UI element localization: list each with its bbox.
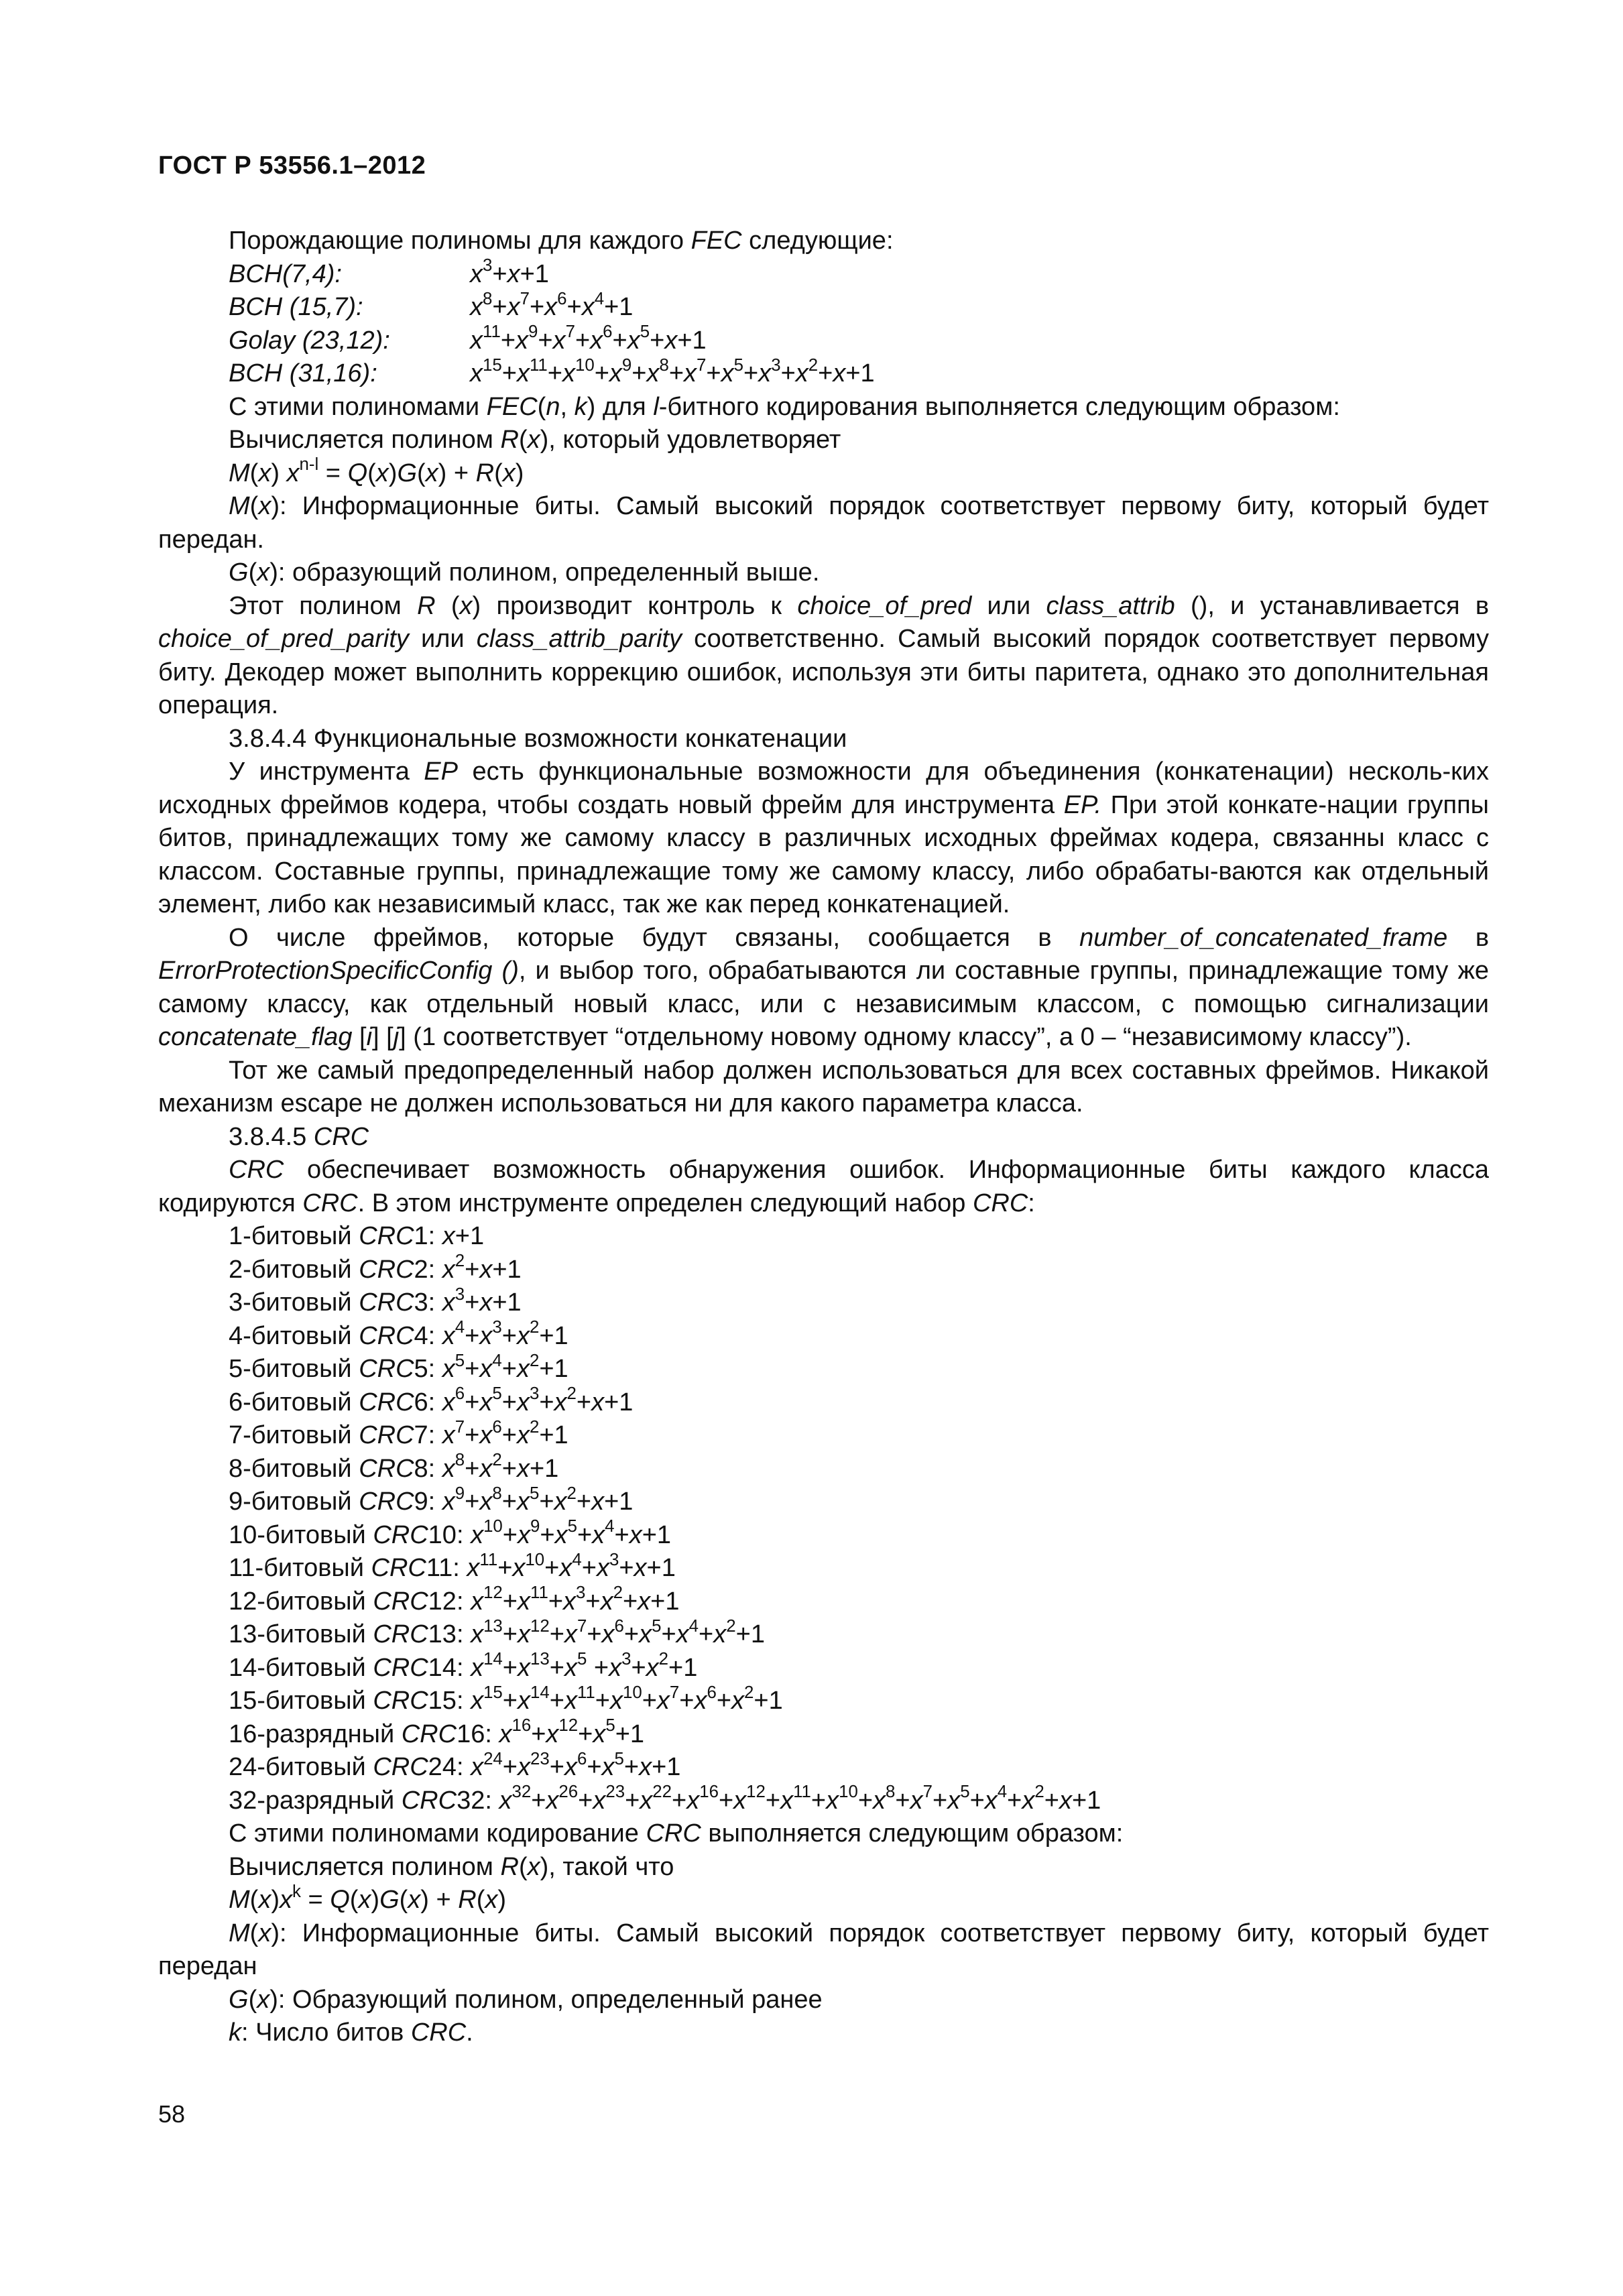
fec-code-row: Golay (23,12): $x^{11}+x^9+x^7+x^6+x^5+x+1$ [158,324,1489,358]
crc-list-item: 24-битовый CRC24: $x^{24}+x^{23}+x^6+x^5+x+1$ [229,1749,681,1781]
fec-r-paragraph: Этот полином R (x) производит контроль к choice_of_pred или class_attrib (), и устанавливается в choice_of_pred_parity или class_attrib_parity соответственно. Самый высокий порядок соответствует первому биту. Декодер может выполнить коррекцию ошибок, используя эти биты паритета, однако это дополнительная операция. [158,591,1490,719]
crc-g-description: G(x): Образующий полином, определенный ранее [229,1985,823,2014]
crc-list-item: 8-битовый CRC8: $x^8+x^2+x+1$ [229,1451,559,1483]
fec-polynomial: $x^{15}+x^{11}+x^{10}+x^9+x^8+x^7+x^5+x^3+x^2+x+1$ [470,355,875,387]
fec-g-description: G(x): образующий полином, определенный выше. [229,558,820,587]
crc-list-item: 5-битовый CRC5: $x^5+x^4+x^2+1$ [229,1351,568,1383]
document-header: ГОСТ Р 53556.1–2012 [158,152,426,180]
fec-polynomial: $x^{11}+x^9+x^7+x^6+x^5+x+1$ [470,322,707,355]
concat-paragraph-1: У инструмента EP есть функциональные возможности для объединения (конкатенации) несколь-ких исходных фреймов кодера, чтобы создать новый фрейм для инструмента EP. При этой конкате-нации группы битов, принадлежащих тому же самому классу в различных исходных фреймах кодера, связанны класс с классом. Составные группы, принадлежащие тому же самому классу, либо обрабаты-ваются как отдельный элемент, либо как независимый класс, так же как перед конкатенацией. [158,758,1490,918]
fec-with-polynomials: С этими полиномами FEC(n, k) для l-битного кодирования выполняется следующим образом: [229,392,1340,421]
fec-code-row: BCH (31,16): $x^{15}+x^{11}+x^{10}+x^9+x^8+x^7+x^5+x^3+x^2+x+1$ [158,357,1489,391]
crc-list [158,1220,1489,1817]
fec-intro: Порождающие полиномы для каждого FEC следующие: [229,227,894,255]
section-heading-crc: 3.8.4.5 CRC [229,1122,369,1151]
crc-list-item: 14-битовый CRC14: $x^{14}+x^{13}+x^5 +x^3+x^2+1$ [229,1650,698,1682]
fec-m-description: M(x): Информационные биты. Самый высокий порядок соответствует первому биту, который будет передан. [158,492,1489,554]
crc-list-item: 10-битовый CRC10: $x^{10}+x^9+x^5+x^4+x+1$ [229,1517,672,1549]
concat-paragraph-3: Тот же самый предопределенный набор должен использоваться для всех составных фреймов. Никакой механизм escape не должен использоваться ни для какого параметра класса. [158,1056,1489,1117]
fec-polynomial: $x^8+x^7+x^6+x^4+1$ [470,289,634,321]
crc-list-item: 15-битовый CRC15: $x^{15}+x^{14}+x^{11}+x^{10}+x^7+x^6+x^2+1$ [229,1683,783,1715]
crc-list-item: 1-битовый CRC1: x+1 [229,1222,485,1250]
crc-m-description: M(x): Информационные биты. Самый высокий порядок соответствует первому биту, который будет передан [158,1919,1489,1980]
crc-compute: Вычисляется полином R(x), такой что [229,1852,674,1881]
page-number: 58 [158,2100,186,2128]
crc-list-item: 16-разрядный CRC16: $x^{16}+x^{12}+x^5+1$ [229,1716,645,1748]
crc-list-item: 2-битовый CRC2: $x^2+x+1$ [229,1252,522,1284]
concat-paragraph-2: О числе фреймов, которые будут связаны, сообщается в number_of_concatenated_frame в ErrorProtectionSpecificConfig (), и выбор того, обрабатываются ли составные группы, принадлежащие тому же самому классу, как отдельный новый класс, или с независимым классом, с помощью сигнализации concatenate_flag [i] [j] (1 соответствует “отдельному новому одному классу”, а 0 – “независимому классу”). [158,923,1490,1051]
crc-list-item: 7-битовый CRC7: $x^7+x^6+x^2+1$ [229,1417,568,1449]
page-body [158,225,1489,2050]
crc-list-item: 6-битовый CRC6: $x^6+x^5+x^3+x^2+x+1$ [229,1384,634,1416]
crc-list-item: 9-битовый CRC9: $x^9+x^8+x^5+x^2+x+1$ [229,1484,634,1516]
fec-formula: M(x) $x^{n-l} = Q(x)G(x) + R(x)$ [229,455,524,487]
crc-formula: $M(x)x^k = Q(x)G(x) + R(x)$ [229,1882,507,1914]
crc-with-polynomials: С этими полиномами кодирование CRC выполняется следующим образом: [229,1819,1124,1848]
fec-code-row: BCH(7,4): $x^3+x+1$ [158,258,1489,292]
crc-paragraph-1: CRC обеспечивает возможность обнаружения ошибок. Информационные биты каждого класса кодируются CRC. В этом инструменте определен следующий набор CRC: [158,1156,1489,1217]
crc-list-item: 32-разрядный CRC32: $x^{32}+x^{26}+x^{23}+x^{22}+x^{16}+x^{12}+x^{11}+x^{10}+x^8+x^7+x^5+x^4+x^2+x+1$ [229,1783,1101,1815]
section-heading-concat: 3.8.4.4 Функциональные возможности конкатенации [229,724,847,753]
crc-list-item: 3-битовый CRC3: $x^3+x+1$ [229,1284,522,1317]
fec-compute: Вычисляется полином R(x), который удовлетворяет [229,426,841,454]
crc-list-item: 12-битовый CRC12: $x^{12}+x^{11}+x^3+x^2+x+1$ [229,1583,680,1616]
crc-list-item: 13-битовый CRC13: $x^{13}+x^{12}+x^7+x^6+x^5+x^4+x^2+1$ [229,1616,765,1648]
crc-list-item: 4-битовый CRC4: $x^4+x^3+x^2+1$ [229,1318,568,1350]
fec-polynomial: $x^3+x+1$ [470,256,549,288]
fec-code-row: BCH (15,7): $x^8+x^7+x^6+x^4+1$ [158,291,1489,324]
crc-k-description: k: Число битов CRC. [229,2018,473,2047]
crc-list-item: 11-битовый CRC11: $x^{11}+x^{10}+x^4+x^3+x+1$ [229,1550,676,1582]
